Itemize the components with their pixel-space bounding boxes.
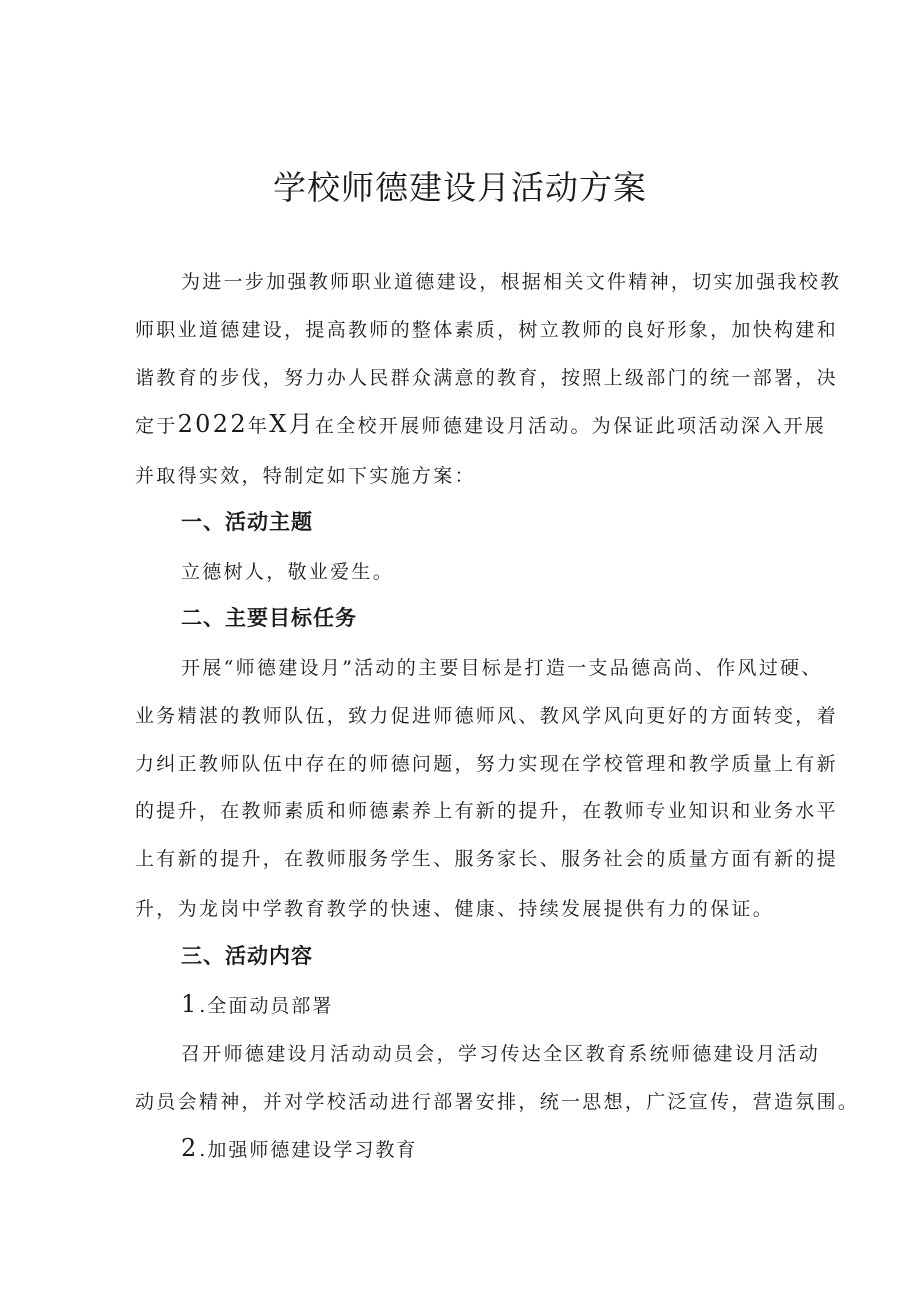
intro-line-5: 并取得实效，特制定如下实施方案： [135, 465, 476, 487]
section-1-heading: 一、活动主题 [181, 510, 313, 534]
section-2-line-3: 力纠正教师队伍中存在的师德问题，努力实现在学校管理和教学质量上有新 [135, 753, 838, 775]
intro-month: X月 [269, 410, 315, 438]
section-2-line-2: 业务精湛的教师队伍，致力促进师德师风、教风学风向更好的方面转变，着 [135, 705, 838, 727]
intro-line-4-post: 在全校开展师德建设月活动。为保证此项活动深入开展 [314, 415, 827, 437]
item-1-title [181, 990, 333, 1020]
item-2-title [181, 1134, 417, 1164]
intro-line-2: 师职业道德建设，提高教师的整体素质，树立教师的良好形象，加快构建和 [135, 319, 838, 341]
section-2-line-6: 升，为龙岗中学教育教学的快速、健康、持续发展提供有力的保证。 [135, 898, 775, 920]
document-title: 学校师德建设月活动方案 [273, 168, 647, 207]
item-1-label: .全面动员部署 [199, 995, 334, 1017]
intro-line-4-pre: 定于 [135, 415, 178, 437]
intro-line-1: 为进一步加强教师职业道德建设，根据相关文件精神，切实加强我校教 [181, 271, 842, 293]
section-2-line-4: 的提升，在教师素质和师德素养上有新的提升，在教师专业知识和业务水平 [135, 800, 838, 822]
section-2-line-1: 开展“师德建设月”活动的主要目标是打造一支品德高尚、作风过硬、 [181, 657, 823, 679]
intro-year: 2022 [177, 410, 248, 438]
item-1-number: 1 [181, 990, 200, 1018]
item-2-label: .加强师德建设学习教育 [199, 1139, 418, 1161]
section-3-heading: 三、活动内容 [181, 944, 313, 968]
intro-year-unit: 年 [247, 415, 270, 437]
intro-line-3: 谐教育的步伐，努力办人民群众满意的教育，按照上级部门的统一部署，决 [135, 367, 838, 389]
item-1-line-2: 动员会精神，并对学校活动进行部署安排，统一思想，广泛宣传，营造氛围。 [135, 1091, 860, 1113]
item-1-line-1: 召开师德建设月活动动员会，学习传达全区教育系统师德建设月活动 [181, 1043, 821, 1065]
section-2-heading: 二、主要目标任务 [181, 606, 357, 630]
item-2-number: 2 [181, 1134, 200, 1162]
section-2-line-5: 上有新的提升，在教师服务学生、服务家长、服务社会的质量方面有新的提 [135, 848, 838, 870]
intro-line-4 [135, 410, 826, 440]
section-1-body: 立德树人，敬业爱生。 [181, 561, 395, 583]
